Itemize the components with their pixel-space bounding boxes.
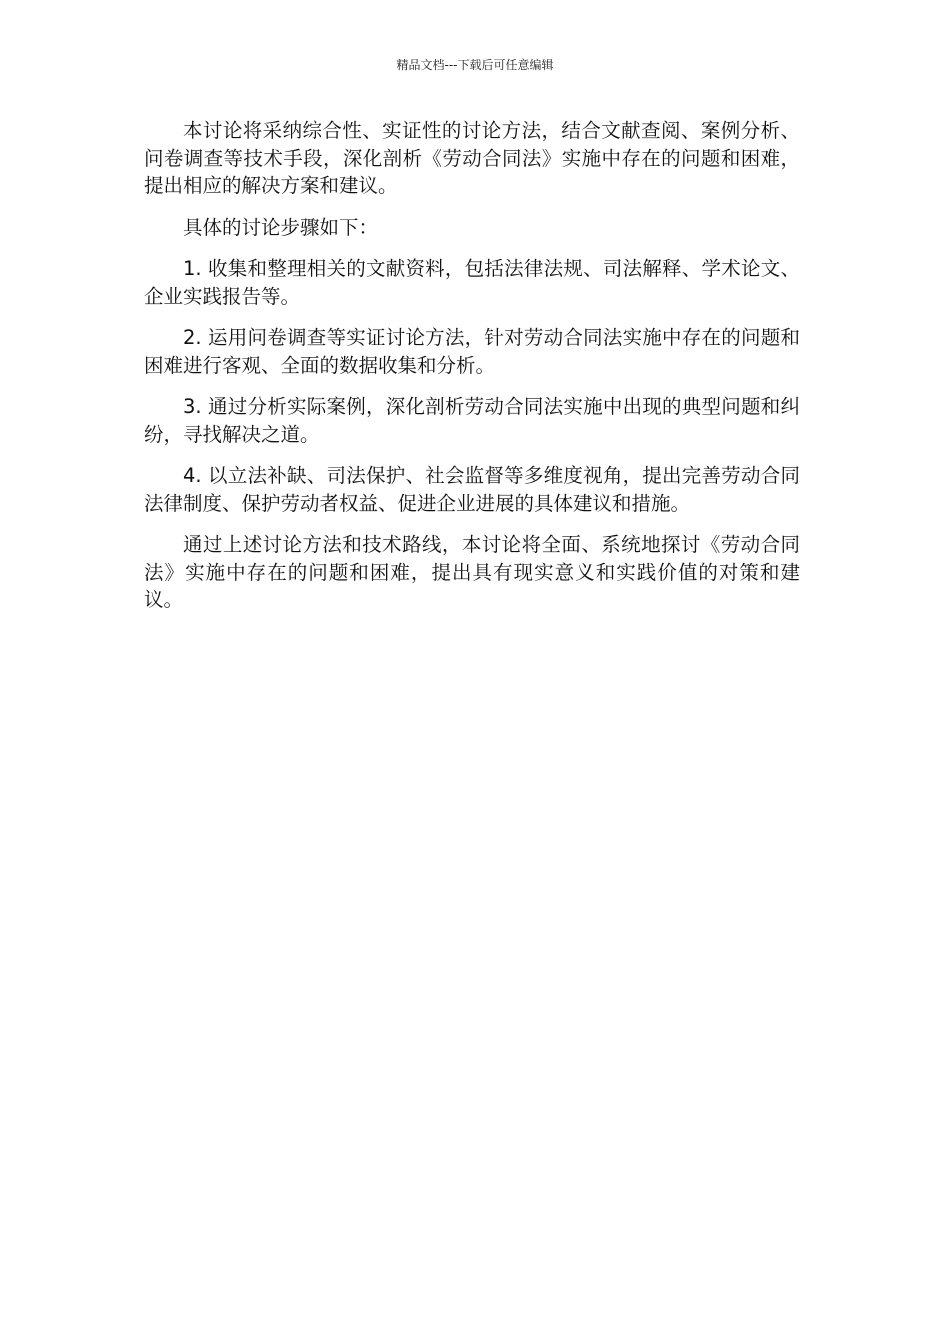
paragraph-conclusion: 通过上述讨论方法和技术路线，本讨论将全面、系统地探讨《劳动合同法》实施中存在的问题和困难，提出具有现实意义和实践价值的对策和建议。: [144, 533, 800, 611]
paragraph-step-2: 2. 运用问卷调查等实证讨论方法，针对劳动合同法实施中存在的问题和困难进行客观、全面的数据收集和分析。: [144, 326, 800, 377]
document-body: [144, 117, 800, 628]
paragraph-intro: 本讨论将采纳综合性、实证性的讨论方法，结合文献查阅、案例分析、问卷调查等技术手段，深化剖析《劳动合同法》实施中存在的问题和困难，提出相应的解决方案和建议。: [144, 119, 800, 197]
paragraph-step-4: 4. 以立法补缺、司法保护、社会监督等多维度视角，提出完善劳动合同法律制度、保护劳动者权益、促进企业进展的具体建议和措施。: [144, 464, 800, 515]
page-header: 精品文档---下载后可任意编辑: [396, 58, 554, 72]
paragraph-step-3: 3. 通过分析实际案例，深化剖析劳动合同法实施中出现的典型问题和纠纷，寻找解决之道。: [144, 395, 800, 446]
paragraph-steps-heading: 具体的讨论步骤如下：: [183, 215, 379, 239]
paragraph-step-1: 1. 收集和整理相关的文献资料，包括法律法规、司法解释、学术论文、企业实践报告等。: [144, 257, 800, 308]
